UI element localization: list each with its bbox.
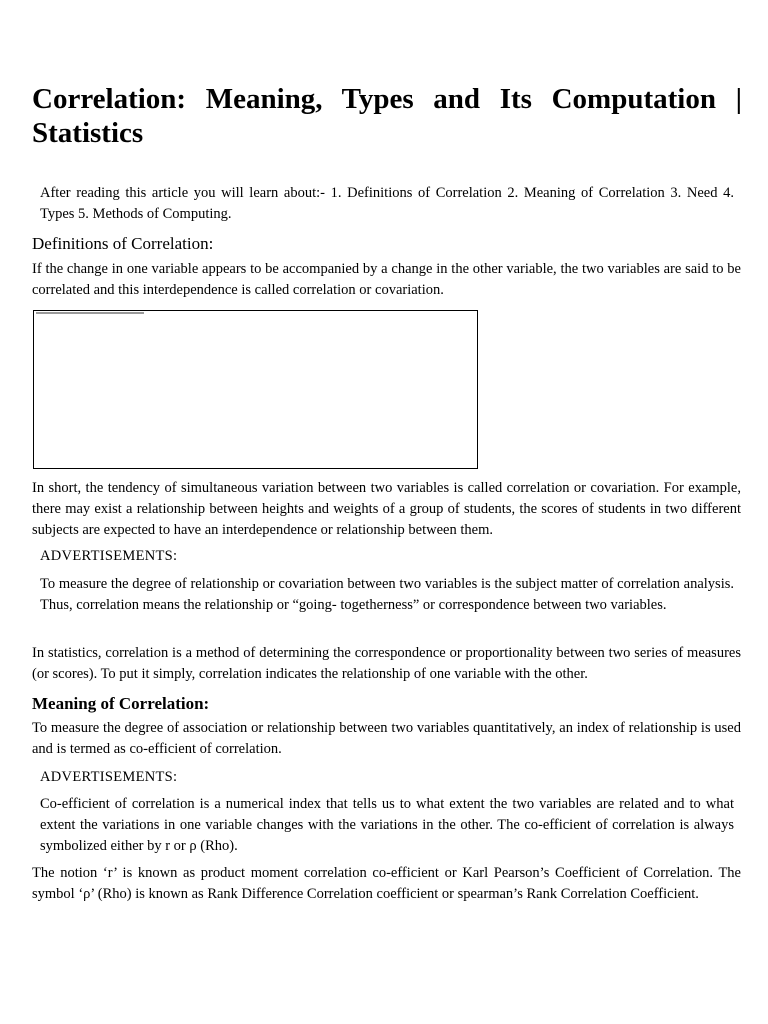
- figure-caption-strip: [36, 312, 144, 314]
- advertisements-label-1: ADVERTISEMENTS:: [40, 548, 178, 564]
- definitions-paragraph-1: If the change in one variable appears to be accompanied by a change in the other variable, the two variables are said to be correlated and this interdependence is called correlation or covariation.: [32, 261, 741, 298]
- definitions-paragraph-4: In statistics, correlation is a method of determining the correspondence or proportionality between two series of measures (or scores). To put it simply, correlation indicates the relationship of one variable with the other.: [32, 645, 741, 682]
- intro-paragraph: After reading this article you will learn about:- 1. Definitions of Correlation 2. Meaning of Correlation 3. Need 4. Types 5. Methods of Computing.: [40, 185, 734, 222]
- definitions-heading: Definitions of Correlation:: [32, 234, 214, 253]
- definitions-paragraph-3: To measure the degree of relationship or covariation between two variables is the subject matter of correlation analysis. Thus, correlation means the relationship or “going- togetherness” or correspondence between two variables.: [40, 576, 734, 613]
- advertisements-label-2: ADVERTISEMENTS:: [40, 769, 178, 785]
- meaning-paragraph-2: Co-efficient of correlation is a numerical index that tells us to what extent the two variables are related and to what extent the variations in one variable changes with the variations in the other. The co-efficient of correlation is always symbolized either by r or ρ (Rho).: [40, 796, 734, 854]
- meaning-heading: Meaning of Correlation:: [32, 694, 210, 713]
- page-title: Correlation: Meaning, Types and Its Computation | Statistics: [32, 83, 742, 149]
- figure-placeholder: [33, 310, 478, 469]
- definitions-paragraph-2: In short, the tendency of simultaneous variation between two variables is called correlation or covariation. For example, there may exist a relationship between heights and weights of a group of students, the scores of students in two different subjects are expected to have an interdependence or relationship between them.: [32, 480, 741, 538]
- meaning-paragraph-1: To measure the degree of association or relationship between two variables quantitatively, an index of relationship is used and is termed as co-efficient of correlation.: [32, 720, 741, 757]
- meaning-paragraph-3: The notion ‘r’ is known as product moment correlation co-efficient or Karl Pearson’s Coefficient of Correlation. The symbol ‘ρ’ (Rho) is known as Rank Difference Correlation coefficient or spearman’s Rank Correlation Coefficient.: [32, 865, 741, 902]
